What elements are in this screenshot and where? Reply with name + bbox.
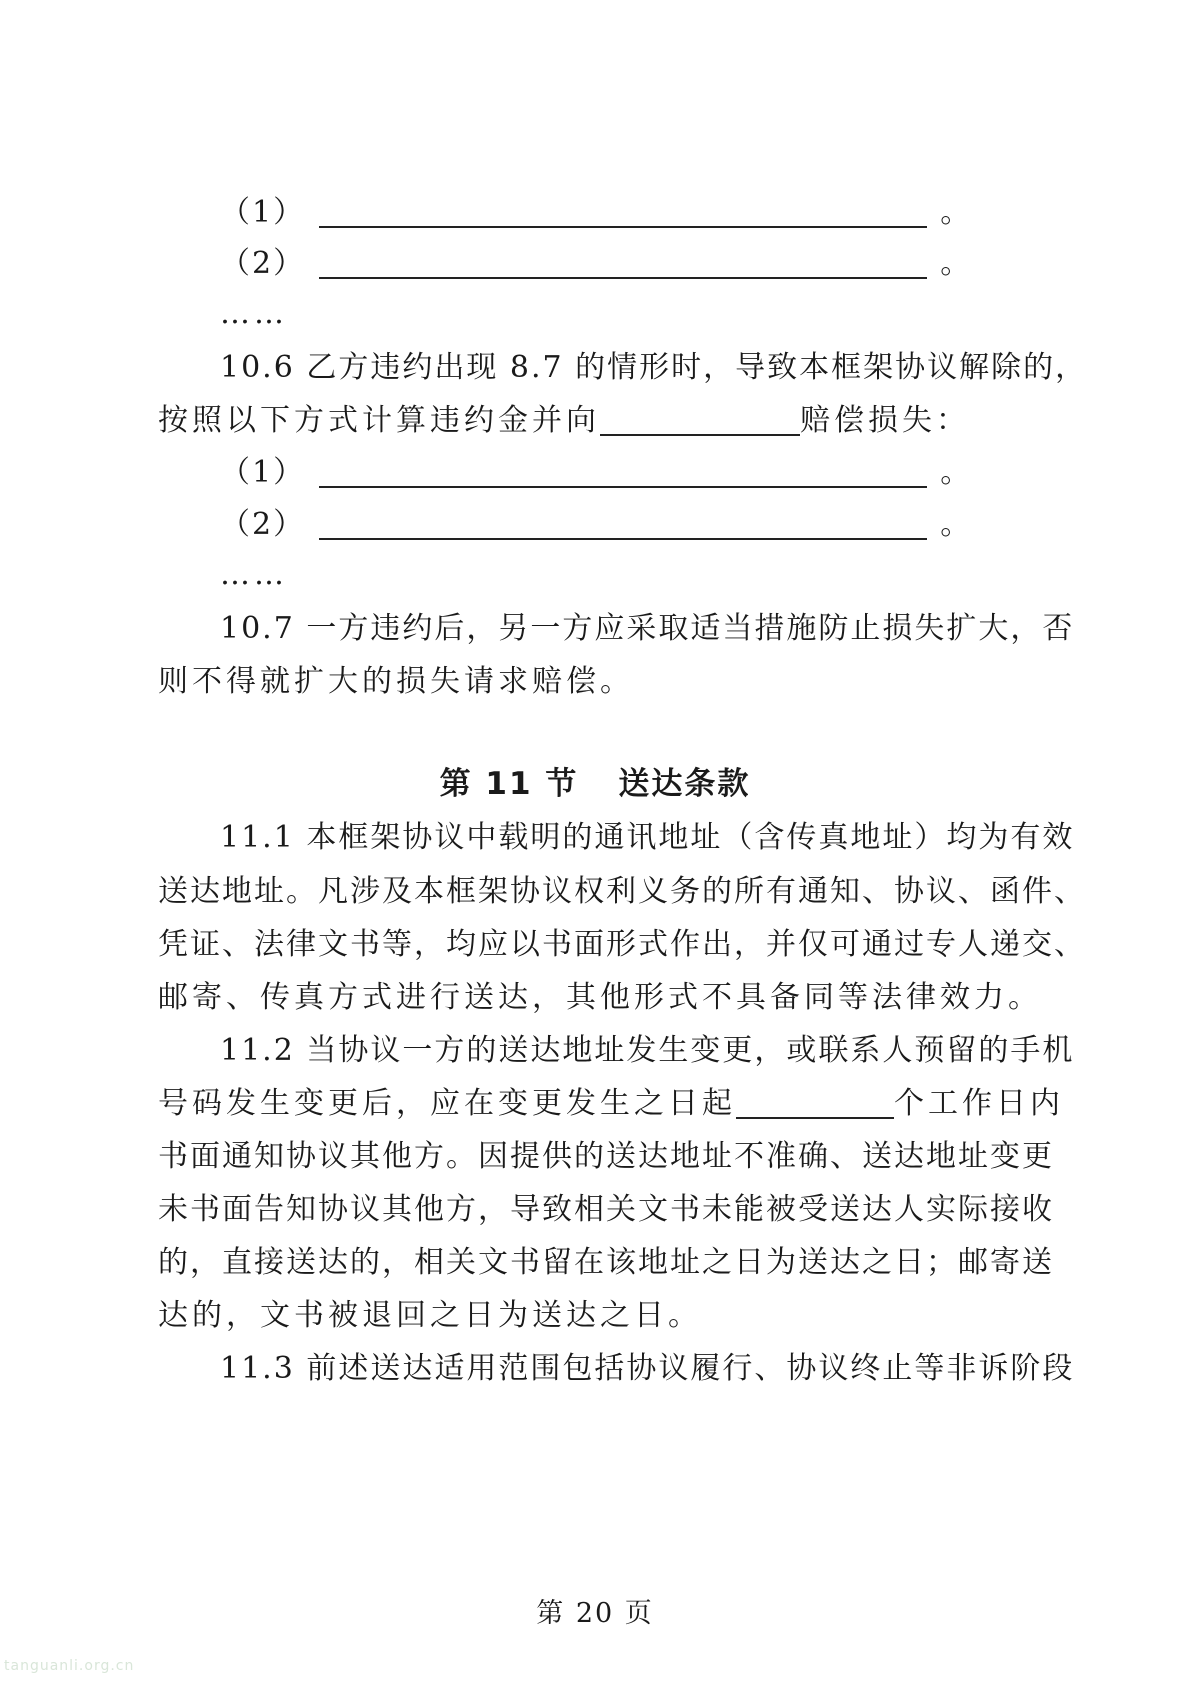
- fill-in-blank[interactable]: [319, 247, 927, 279]
- item-label: （2）: [220, 246, 306, 281]
- section-heading: [0, 764, 1190, 804]
- item-end: 。: [940, 195, 975, 230]
- item-label: （1）: [220, 195, 306, 230]
- list-item: [220, 505, 1048, 545]
- list-item: [220, 193, 1048, 233]
- watermark: tanguanli.org.cn: [4, 1658, 135, 1674]
- list-item: [220, 244, 1048, 284]
- clause-11-2-line6: 达的，文书被退回之日为送达之日。: [158, 1298, 702, 1333]
- clause-11-2-line4: 未书面告知协议其他方，导致相关文书未能被受送达人实际接收: [158, 1192, 1054, 1227]
- section-number: 第 11 节: [439, 766, 579, 802]
- clause-11-2-line3: 书面通知协议其他方。因提供的送达地址不准确、送达地址变更: [158, 1139, 1054, 1174]
- item-label: （2）: [220, 507, 306, 542]
- item-label: （1）: [220, 455, 306, 490]
- section-title: 送达条款: [618, 766, 751, 802]
- clause-11-3-line1: 11.3 前述送达适用范围包括协议履行、协议终止等非诉阶段: [220, 1351, 1075, 1386]
- clause-11-1-line2: 送达地址。凡涉及本框架协议权利义务的所有通知、协议、函件、: [158, 874, 1086, 909]
- ellipsis: ……: [220, 557, 288, 592]
- clause-10-7-line2: 则不得就扩大的损失请求赔偿。: [158, 664, 634, 699]
- clause-10-6-line2: [158, 401, 1048, 441]
- fill-in-blank[interactable]: [319, 196, 927, 228]
- fill-in-blank[interactable]: [319, 456, 927, 488]
- clause-text: 赔偿损失：: [800, 403, 970, 438]
- clause-11-2-line1: 11.2 当协议一方的送达地址发生变更，或联系人预留的手机: [220, 1033, 1075, 1068]
- page-number: 第 20 页: [536, 1598, 654, 1629]
- clause-text: 按照以下方式计算违约金并向: [158, 403, 600, 438]
- clause-11-1-line1: 11.1 本框架协议中载明的通讯地址（含传真地址）均为有效: [220, 820, 1075, 855]
- item-end: 。: [940, 246, 975, 281]
- item-end: 。: [940, 455, 975, 490]
- clause-11-2-line5: 的，直接送达的，相关文书留在该地址之日为送达之日；邮寄送: [158, 1245, 1054, 1280]
- list-item: [220, 453, 1048, 493]
- clause-11-2-line2: [158, 1084, 1064, 1124]
- clause-10-6-line1: 10.6 乙方违约出现 8.7 的情形时，导致本框架协议解除的，: [220, 350, 1088, 385]
- clause-11-1-line3: 凭证、法律文书等，均应以书面形式作出，并仅可通过专人递交、: [158, 927, 1086, 962]
- clause-11-1-line4: 邮寄、传真方式进行送达，其他形式不具备同等法律效力。: [158, 980, 1042, 1015]
- clause-10-7-line1: 10.7 一方违约后，另一方应采取适当措施防止损失扩大，否: [220, 611, 1075, 646]
- clause-text: 个工作日内: [894, 1086, 1064, 1121]
- ellipsis: ……: [220, 296, 288, 331]
- fill-in-blank[interactable]: [600, 404, 800, 436]
- fill-in-blank[interactable]: [319, 508, 927, 540]
- clause-text: 号码发生变更后，应在变更发生之日起: [158, 1086, 736, 1121]
- fill-in-blank[interactable]: [736, 1087, 894, 1119]
- item-end: 。: [940, 507, 975, 542]
